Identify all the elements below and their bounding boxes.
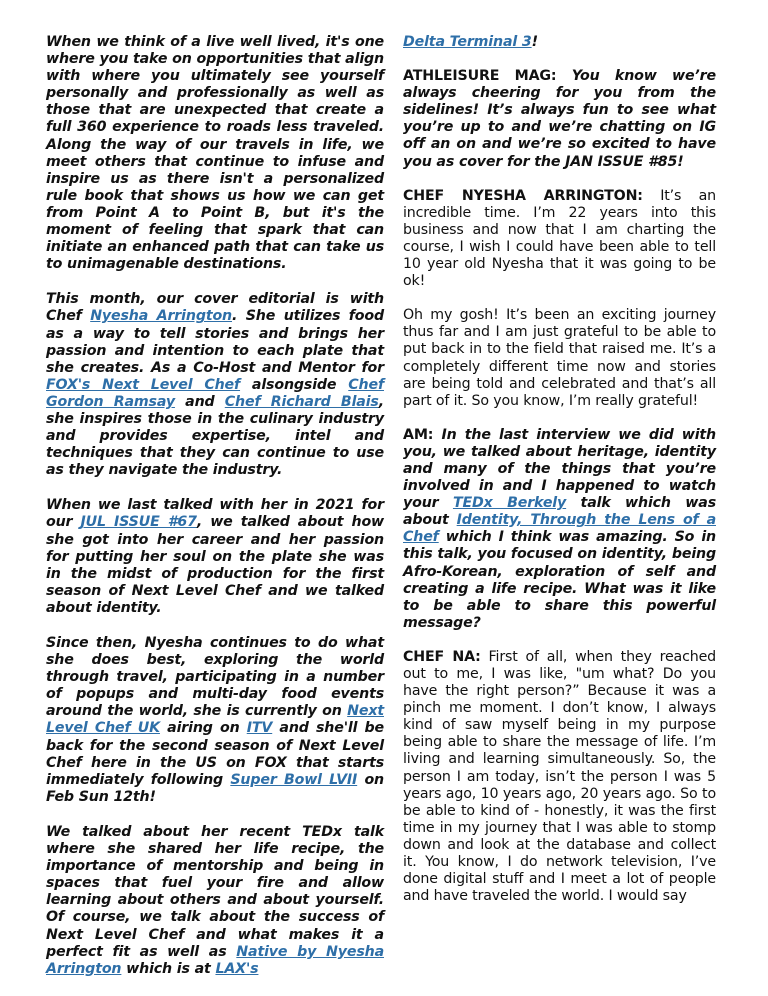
speaker-label: CHEF NA: bbox=[403, 648, 481, 665]
continued-paragraph bbox=[403, 34, 716, 51]
question-text: You know we’re always cheering for you from the sidelines! It’s always fun to see what you’re up to and we’re chatting on IG off an on and we’re so excited to have you as cover for the JAN ISSUE #85! bbox=[403, 68, 716, 170]
text-span: When we last talked with her in 2021 for our bbox=[46, 497, 384, 531]
nyesha-answer-1 bbox=[403, 188, 716, 291]
text-span: airing on bbox=[159, 720, 247, 737]
intro-paragraph bbox=[46, 34, 384, 273]
answer-text: Oh my gosh! It’s been an exciting journey thus far and I am just grateful to be able to put back in to the field that raised me. It’s a completely different time now and stories are being told and celebrated and that’s all part of it. So you know, I’m really grateful! bbox=[403, 307, 716, 409]
text-span: talk which was about bbox=[403, 495, 716, 529]
nyesha-answer-2 bbox=[403, 649, 716, 905]
tedx-berkely-link[interactable]: TEDx Berkely bbox=[452, 495, 567, 512]
speaker-label: CHEF NYESHA ARRINGTON: bbox=[403, 187, 643, 204]
delta-terminal-3-link[interactable]: Delta Terminal 3 bbox=[403, 34, 532, 50]
am-question-2 bbox=[403, 427, 716, 632]
left-column bbox=[46, 34, 384, 996]
next-level-chef-uk-link[interactable]: Next Level Chef UK bbox=[46, 703, 384, 737]
right-column bbox=[403, 34, 716, 922]
text-span: which I think was amazing. So in this talk, you focused on identity, being Afro-Korean, exploration of self and creating a life recipe. What was it like to be able to share this powerful message? bbox=[403, 529, 716, 631]
text-span: and bbox=[174, 393, 225, 410]
identity-lens-of-chef-link[interactable]: Identity, Through the Lens of a Chef bbox=[403, 512, 716, 546]
speaker-label: AM: bbox=[403, 426, 434, 443]
intro-text: When we think of a live well lived, it's one where you take on opportunities that align with where you ultimately see yourself personally and professionally as well as those that are unexpected that create a full 360 experience to roads less traveled. Along the way of our travels in life, we meet others that continue to infuse and inspire us as there isn't a personalized rule book that shows us how we can get from Point A to Point B, but it's the moment of feeling that spark that can initiate an enhanced path that can take us to unimagenable destinations. bbox=[46, 34, 384, 273]
text-span: and she'll be back for the second season of Next Level Chef here in the US on FOX that starts immediately following bbox=[46, 720, 384, 788]
text-span: We talked about her recent TEDx talk where she shared her life recipe, the importance of mentorship and being in spaces that fuel your fire and allow learning about others and about yourself. Of course, we talk about the success of Next Level Chef and what makes it a perfect fit as well as bbox=[46, 823, 384, 960]
athleisure-question-1 bbox=[403, 68, 716, 171]
text-span: ! bbox=[531, 34, 538, 50]
text-span: alsongside bbox=[240, 376, 349, 393]
text-span: on Feb Sun 12th! bbox=[46, 771, 384, 805]
text-span: , we talked about how she got into her career and her passion for putting her soul on the plate she was in the midst of production for the first season of Next Level Chef and we talked about identity. bbox=[46, 514, 385, 616]
text-span: . She utilizes food as a way to tell stories and brings her passion and intention to each plate that she creates. As a Co-Host and Mentor for bbox=[46, 308, 385, 376]
chef-richard-blais-link[interactable]: Chef Richard Blais bbox=[224, 393, 379, 410]
text-span: This month, our cover editorial is with Chef bbox=[46, 291, 384, 325]
text-span: which is at bbox=[121, 960, 216, 977]
nyesha-answer-1-continued bbox=[403, 307, 716, 410]
itv-link[interactable]: ITV bbox=[246, 720, 273, 737]
lax-link[interactable]: LAX's bbox=[215, 960, 259, 977]
tedx-summary-paragraph bbox=[46, 824, 384, 978]
speaker-label: ATHLEISURE MAG: bbox=[403, 68, 557, 85]
since-then-paragraph bbox=[46, 635, 384, 806]
fox-next-level-chef-link[interactable]: FOX's Next Level Chef bbox=[46, 376, 241, 393]
super-bowl-lvii-link[interactable]: Super Bowl LVII bbox=[230, 771, 358, 788]
last-talked-paragraph bbox=[46, 497, 384, 617]
jul-issue-67-link[interactable]: JUL ISSUE #67 bbox=[80, 514, 197, 531]
chef-gordon-ramsay-link[interactable]: Chef Gordon Ramsay bbox=[46, 376, 384, 410]
text-span: In the last interview we did with you, we talked about heritage, identity and many of the things that you’re involved in and I happened to watch your bbox=[403, 426, 716, 512]
answer-text: First of all, when they reached out to me, I was like, "um what? Do you have the right person?” Because it was a pinch me moment. I don’t know, I always kind of saw myself being in my purpose being able to share the message of life. I’m living and learning simultaneously. So, the person I am today, isn’t the person I was 5 years ago, 10 years ago, 20 years ago. So to be able to kind of - honestly, it was the first time in my journey that I was able to stomp down and look at the database and collect it. You know, I do network television, I’ve done digital stuff and I meet a lot of people and have traveled the world. I would say bbox=[403, 648, 717, 905]
cover-editorial-paragraph bbox=[46, 291, 384, 479]
nyesha-arrington-link[interactable]: Nyesha Arrington bbox=[90, 308, 233, 325]
native-by-nyesha-link[interactable]: Native by Nyesha Arrington bbox=[46, 943, 384, 977]
text-span: , she inspires those in the culinary industry and provides expertise, intel and techniques that they can continue to use as they navigate the industry. bbox=[46, 393, 384, 479]
text-span: Since then, Nyesha continues to do what she does best, exploring the world through travel, participating in a number of popups and multi-day food events around the world, she is currently on bbox=[46, 635, 384, 720]
answer-text: It’s an incredible time. I’m 22 years into this business and now that I am charting the course, I wish I could have been able to tell 10 year old Nyesha that it was going to be ok! bbox=[403, 187, 717, 290]
